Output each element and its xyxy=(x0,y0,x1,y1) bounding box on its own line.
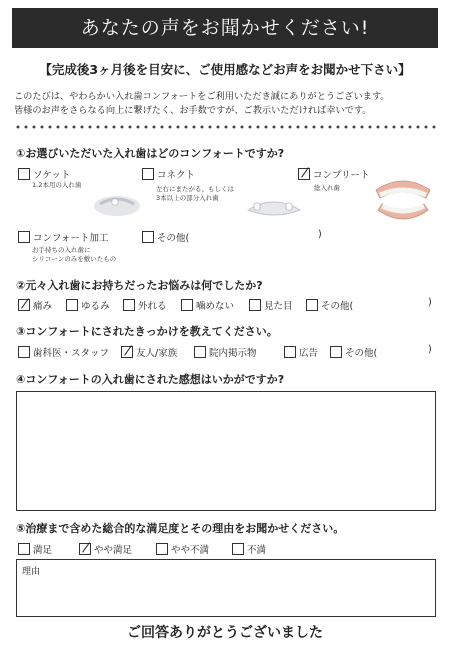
q4-title: ④コンフォートの入れ歯にされた感想はいかがですか? xyxy=(16,373,285,386)
option-label: コンフォート加工 xyxy=(33,233,109,244)
checkbox[interactable] xyxy=(18,543,30,555)
option-label: 痛み xyxy=(33,301,53,312)
q2-other-close-paren: ) xyxy=(428,297,432,308)
checkbox[interactable] xyxy=(156,543,168,555)
q5-title: ⑤治療まで含めた総合的な満足度とその理由をお聞かせください。 xyxy=(16,522,345,535)
q5-option-dissatisfied[interactable] xyxy=(232,542,266,556)
option-label: 見た目 xyxy=(264,301,293,312)
q1-title: ①お選びいただいた入れ歯はどのコンフォートですか? xyxy=(16,147,285,160)
q4-impressions-textarea[interactable] xyxy=(16,391,436,511)
q5-option-somewhat-dissatisfied[interactable] xyxy=(156,542,209,556)
option-label: コネクト xyxy=(157,170,196,181)
connect-denture-image xyxy=(244,192,304,220)
checkbox[interactable] xyxy=(18,168,30,180)
option-label: その他( xyxy=(157,233,190,244)
intro-text xyxy=(14,90,440,118)
q2-title: ②元々入れ歯にお持ちだったお悩みは何でしたか? xyxy=(16,279,263,292)
option-label: 外れる xyxy=(138,301,167,312)
option-label: ゆるみ xyxy=(81,301,110,312)
q2-option-falls-out[interactable] xyxy=(123,298,167,312)
header-banner xyxy=(12,8,438,48)
q2-option-loose[interactable] xyxy=(66,298,110,312)
q3-title: ③コンフォートにされたきっかけを教えてください。 xyxy=(16,325,278,338)
checkbox[interactable] xyxy=(18,231,30,243)
page-title: あなたの声をお聞かせください! xyxy=(80,17,370,39)
q1-other-close-paren: ) xyxy=(318,229,322,240)
option-note-line-1: お手持ちの入れ歯に xyxy=(32,246,91,254)
option-label: やや満足 xyxy=(94,545,133,556)
intro-line-1: このたびは、やわらかい入れ歯コンフォートをご利用いただき誠にありがとうございます。 xyxy=(14,91,390,102)
q2-option-other[interactable] xyxy=(306,298,353,312)
subtitle: 【完成後3ヶ月後を目安に、ご使用感などお声をお聞かせ下さい】 xyxy=(39,62,411,77)
option-note-line-2: 3本以上の部分入れ歯 xyxy=(156,194,219,202)
q2-option-pain[interactable] xyxy=(18,298,52,312)
option-label: やや不満 xyxy=(171,545,210,556)
dotted-divider xyxy=(14,124,438,130)
option-note: 1.2本用の入れ歯 xyxy=(32,181,82,189)
option-label: 院内掲示物 xyxy=(209,348,257,359)
closing-message: ご回答ありがとうございました xyxy=(127,625,323,641)
option-label: その他( xyxy=(321,301,354,312)
q3-option-clinic-poster[interactable] xyxy=(194,345,257,359)
q3-option-other[interactable] xyxy=(330,345,377,359)
socket-denture-image xyxy=(92,190,142,218)
option-label: 広告 xyxy=(299,348,319,359)
q5-option-satisfied[interactable] xyxy=(18,542,52,556)
checkbox[interactable] xyxy=(330,346,342,358)
q3-other-close-paren: ) xyxy=(428,344,432,355)
reason-label: 理由 xyxy=(22,567,41,577)
checkbox[interactable] xyxy=(181,299,193,311)
checkbox[interactable] xyxy=(18,346,30,358)
checkbox[interactable] xyxy=(142,168,154,180)
checkbox[interactable] xyxy=(284,346,296,358)
q5-reason-textarea[interactable] xyxy=(16,559,436,617)
intro-line-2: 皆様のお声をさらなる向上に繋げたく、お手数ですが、ご教示いただければ幸いです。 xyxy=(14,105,372,116)
checkbox[interactable] xyxy=(123,299,135,311)
q1-option-complete[interactable] xyxy=(298,167,370,193)
checkbox[interactable] xyxy=(66,299,78,311)
checkbox[interactable] xyxy=(142,231,154,243)
q3-option-advertisement[interactable] xyxy=(284,345,318,359)
option-label: 友人/家族 xyxy=(136,348,178,359)
checkbox[interactable] xyxy=(249,299,261,311)
q3-option-friend-family[interactable] xyxy=(121,345,177,359)
q1-option-other[interactable] xyxy=(142,230,189,244)
checkbox-checked[interactable] xyxy=(121,346,133,358)
option-label: 歯科医・スタッフ xyxy=(33,348,110,359)
checkbox[interactable] xyxy=(232,543,244,555)
option-note-line-2: シリコーンのみを敷いたもの xyxy=(32,255,117,263)
option-label: 満足 xyxy=(33,545,53,556)
checkbox-checked[interactable] xyxy=(18,299,30,311)
checkbox-checked[interactable] xyxy=(298,168,310,180)
option-label: 不満 xyxy=(247,545,267,556)
checkbox[interactable] xyxy=(306,299,318,311)
q1-option-comfort-processing[interactable] xyxy=(18,230,116,264)
q1-option-socket[interactable] xyxy=(18,167,81,190)
q3-option-dental-staff[interactable] xyxy=(18,345,109,359)
option-label: コンプリート xyxy=(313,170,370,181)
option-note-line-1: 左右にまたがる、もしくは xyxy=(156,185,234,193)
option-label: 噛めない xyxy=(196,301,235,312)
option-note: 総入れ歯 xyxy=(314,184,340,192)
checkbox-checked[interactable] xyxy=(79,543,91,555)
option-label: ソケット xyxy=(33,170,71,181)
q5-option-somewhat-satisfied[interactable] xyxy=(79,542,132,556)
q1-option-connect[interactable] xyxy=(142,167,234,203)
q2-option-cannot-chew[interactable] xyxy=(181,298,234,312)
complete-denture-image xyxy=(372,176,434,224)
checkbox[interactable] xyxy=(194,346,206,358)
option-label: その他( xyxy=(345,348,378,359)
q2-option-appearance[interactable] xyxy=(249,298,293,312)
